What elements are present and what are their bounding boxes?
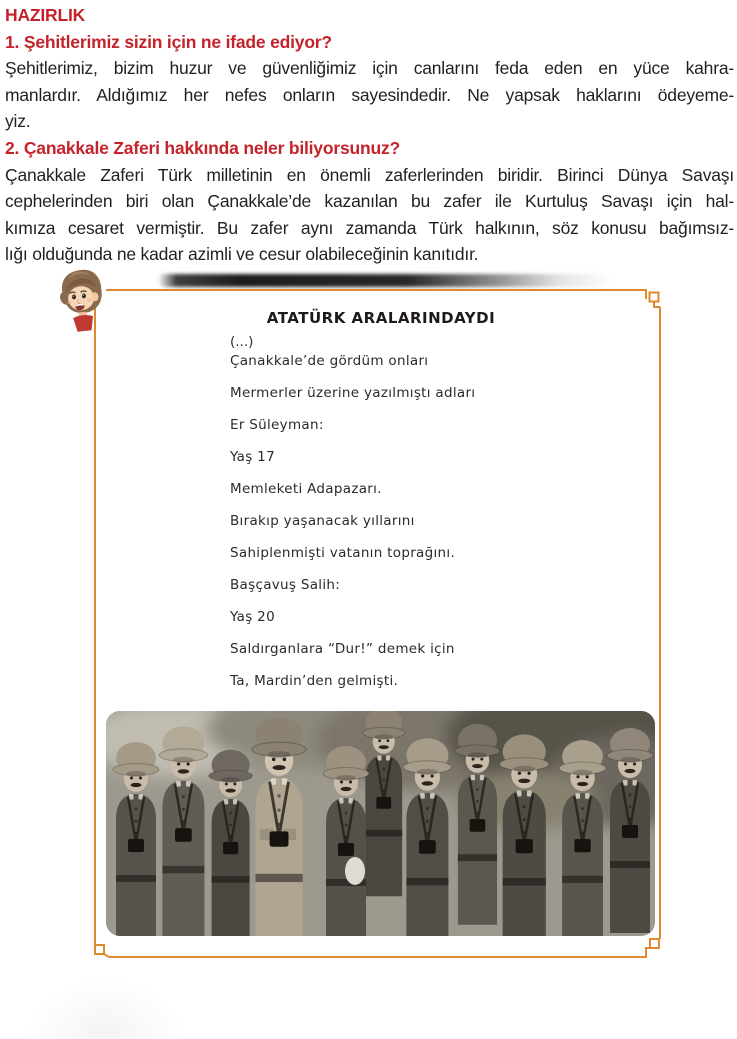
poem-line: Sahiplenmişti vatanın toprağını. [230, 545, 456, 561]
poem-body [230, 345, 475, 697]
section-title: HAZIRLIK [5, 5, 86, 25]
gallipoli-soldiers-photo [106, 711, 655, 936]
poem-line: Memleketi Adapazarı. [230, 481, 382, 497]
poem-line: Çanakkale’de gördüm onları [230, 353, 429, 369]
poem-line: Yaş 20 [230, 609, 275, 625]
poem-line: Bırakıp yaşanacak yıllarını [230, 513, 415, 529]
poem-title: ATATÜRK ARALARINDAYDI [266, 309, 496, 327]
answer-line: kımıza cesaret vermiştir. Bu zafer aynı zamanda Türk halkının, söz konusu bağımsız- [5, 217, 734, 238]
question-2-label: 2. Çanakkale Zaferi hakkında neler biliyorsunuz? [5, 137, 400, 158]
answer-line: manlardır. Aldığımız her nefes onların sayesindedir. Ne yapsak haklarını ödeyeme- [5, 84, 734, 105]
poem-line: Er Süleyman: [230, 417, 324, 433]
question-1-label: 1. Şehitlerimiz sizin için ne ifade ediyor? [5, 31, 332, 52]
paper-blemish [28, 980, 183, 1039]
hazirlik-section [5, 2, 734, 268]
poem-box [93, 287, 669, 967]
mascot-boy-icon [55, 267, 111, 339]
answer-line: lığı olduğunda ne kadar azimli ve cesur olabileceğinin kanıtıdır. [5, 244, 479, 265]
poem-line: Mermerler üzerine yazılmıştı adları [230, 385, 476, 401]
soldiers-photo-illustration [106, 711, 655, 936]
answer-line: Şehitlerimiz, bizim huzur ve güvenliğimiz için canlarını feda eden en yüce kahra- [5, 58, 734, 79]
answer-line: Çanakkale Zaferi Türk milletinin en önemli zaferlerinden biridir. Birinci Dünya Savaşı [5, 164, 734, 185]
answer-line: cephelerinden biri olan Çanakkale’de kazanılan bu zafer ile Kurtuluş Savaşı için hal- [5, 191, 734, 212]
poem-line: Ta, Mardin’den gelmişti. [230, 673, 399, 689]
answer-line: yiz. [5, 111, 31, 132]
poem-line: Yaş 17 [230, 449, 275, 465]
scan-smudge-artifact [158, 274, 613, 287]
poem-line: Saldırganlara “Dur!” demek için [230, 641, 455, 657]
poem-line: Başçavuş Salih: [230, 577, 341, 593]
poem-ellipsis: (...) [230, 334, 254, 350]
